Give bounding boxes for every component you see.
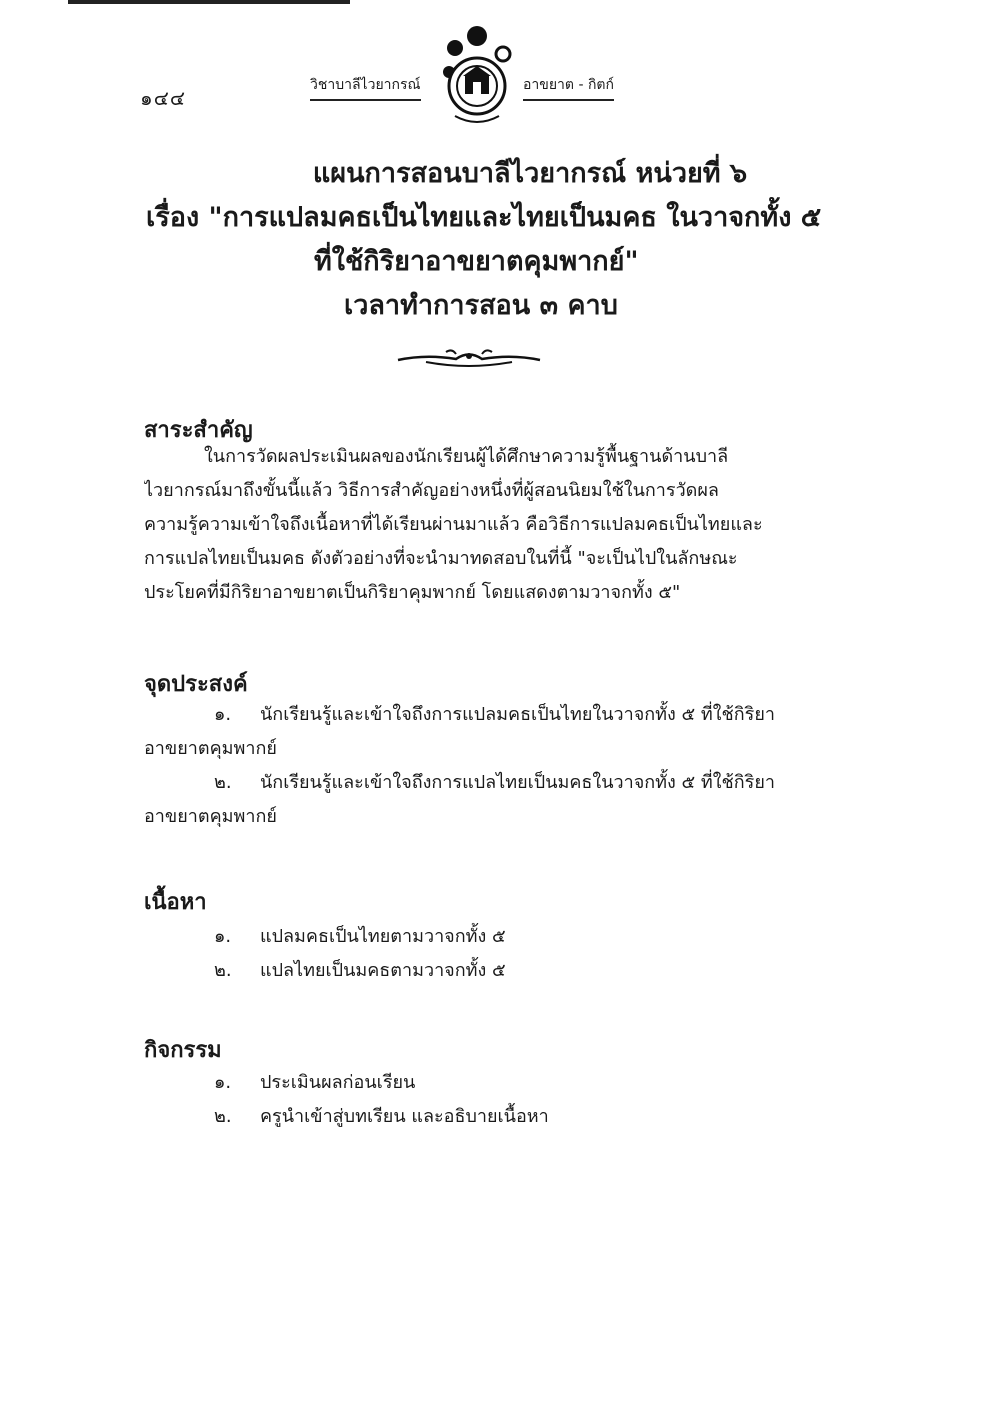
activity-number: ๒. (214, 1106, 232, 1127)
objective-item-2 (214, 766, 775, 800)
objective-text: นักเรียนรู้และเข้าใจถึงการแปลไทยเป็นมคธในวาจกทั้ง ๕ ที่ใช้กิริยา (260, 772, 775, 793)
objective-item-1-cont: อาขยาตคุมพากย์ (144, 738, 277, 759)
essence-line: ความรู้ความเข้าใจถึงเนื้อหาที่ได้เรียนผ่านมาแล้ว คือวิธีการแปลมคธเป็นไทยและ (144, 514, 763, 535)
content-text: แปลมคธเป็นไทยตามวาจกทั้ง ๕ (260, 926, 506, 947)
topic-line-2: ที่ใช้กิริยาอาขยาตคุมพากย์" (314, 246, 639, 277)
objective-number: ๒. (214, 772, 232, 793)
objective-number: ๑. (214, 704, 232, 725)
activities-heading: กิจกรรม (144, 1038, 222, 1063)
objective-item-1 (214, 698, 775, 732)
school-emblem-icon (433, 24, 521, 130)
objective-text: นักเรียนรู้และเข้าใจถึงการแปลมคธเป็นไทยในวาจกทั้ง ๕ ที่ใช้กิริยา (260, 704, 775, 725)
content-heading: เนื้อหา (144, 890, 207, 915)
teaching-time: เวลาทำการสอน ๓ คาบ (344, 290, 618, 321)
activity-item-2 (214, 1100, 549, 1134)
objectives-heading: จุดประสงค์ (144, 672, 248, 697)
title-block (100, 152, 960, 328)
essence-paragraph (144, 440, 834, 610)
essence-line: ประโยคที่มีกิริยาอาขยาตเป็นกิริยาคุมพากย์ โดยแสดงตามวาจกทั้ง ๕" (144, 582, 681, 603)
activity-number: ๑. (214, 1072, 232, 1093)
ornament-divider-icon (396, 346, 542, 370)
content-number: ๒. (214, 960, 232, 981)
activity-text: ประเมินผลก่อนเรียน (260, 1072, 416, 1093)
page-number: ๑๔๔ (140, 86, 186, 110)
essence-line: การแปลไทยเป็นมคธ ดังตัวอย่างที่จะนำมาทดสอบในที่นี้ "จะเป็นไปในลักษณะ (144, 548, 738, 569)
header-subject-label: วิชาบาลีไวยากรณ์ (310, 74, 421, 101)
content-item-2 (214, 954, 506, 988)
essence-line: ในการวัดผลประเมินผลของนักเรียนผู้ได้ศึกษาความรู้พื้นฐานด้านบาลี (204, 446, 729, 467)
essence-heading: สาระสำคัญ (144, 418, 253, 443)
essence-line: ไวยากรณ์มาถึงขั้นนี้แล้ว วิธีการสำคัญอย่างหนึ่งที่ผู้สอนนิยมใช้ในการวัดผล (144, 480, 719, 501)
content-item-1 (214, 920, 506, 954)
activity-text: ครูนำเข้าสู่บทเรียน และอธิบายเนื้อหา (260, 1106, 549, 1127)
header-topic-label: อาขยาต - กิตก์ (523, 74, 614, 101)
topic-line-1: เรื่อง "การแปลมคธเป็นไทยและไทยเป็นมคธ ในวาจกทั้ง ๕ (146, 202, 822, 233)
content-text: แปลไทยเป็นมคธตามวาจกทั้ง ๕ (260, 960, 506, 981)
objective-item-2-cont: อาขยาตคุมพากย์ (144, 806, 277, 827)
activity-item-1 (214, 1066, 415, 1100)
content-number: ๑. (214, 926, 232, 947)
plan-title: แผนการสอนบาลีไวยากรณ์ หน่วยที่ ๖ (312, 158, 748, 189)
scan-edge-mark (68, 0, 350, 4)
